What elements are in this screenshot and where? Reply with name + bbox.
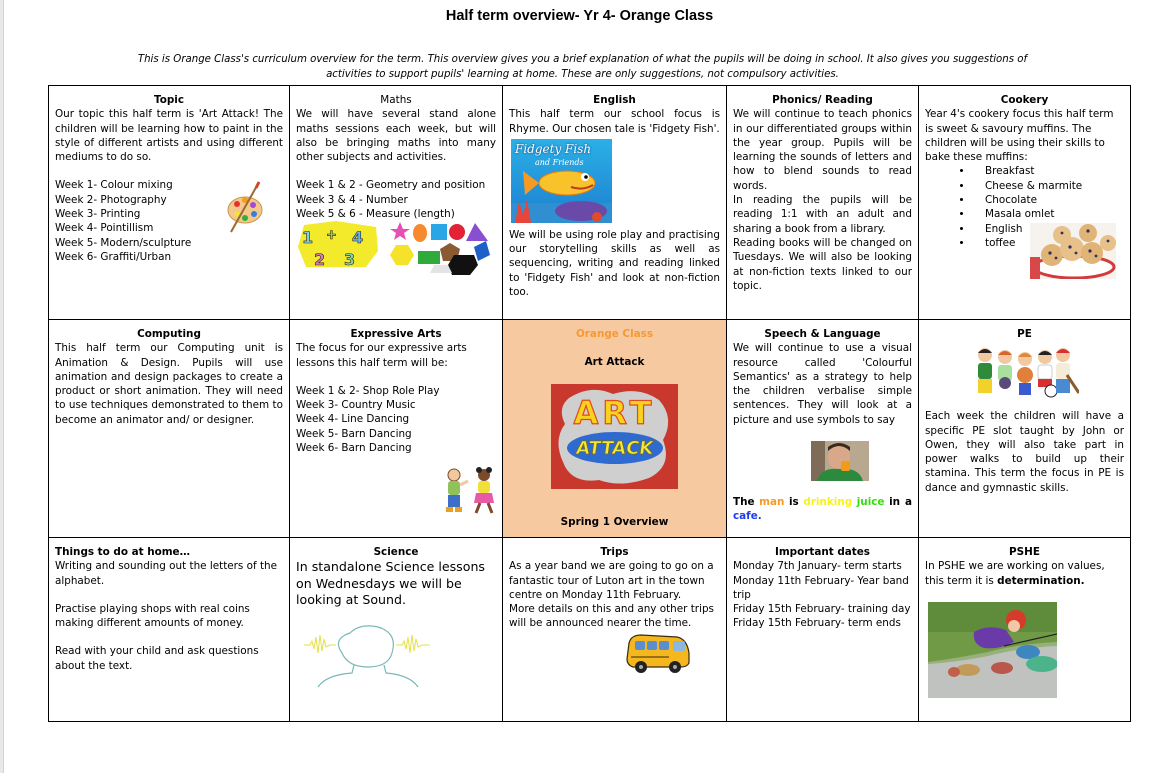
word-juice: juice bbox=[856, 496, 885, 509]
word-man: man bbox=[759, 496, 785, 509]
arts-week: Week 3- Country Music bbox=[296, 399, 416, 412]
muffins-photo bbox=[1030, 223, 1116, 279]
muffin-item: • Cheese & marmite bbox=[973, 179, 1124, 193]
expressive-arts-heading: Expressive Arts bbox=[350, 328, 442, 340]
paint-palette-icon bbox=[223, 180, 269, 234]
cookery-heading: Cookery bbox=[1000, 94, 1049, 106]
expressive-arts-body: The focus for our expressive arts lessons this half term will be: bbox=[296, 342, 467, 369]
date-item: Friday 15th February- training day bbox=[733, 603, 911, 616]
overview-footer: Spring 1 Overview bbox=[560, 515, 669, 528]
topic-heading: Topic bbox=[153, 94, 184, 106]
man-drinking-photo bbox=[811, 441, 869, 481]
number-glyph: 3 bbox=[344, 250, 356, 270]
muffin-item: • Breakfast bbox=[973, 164, 1124, 178]
muffin-item: • Masala omlet bbox=[973, 207, 1124, 221]
cell-english bbox=[503, 86, 727, 320]
pshe-body-prefix: In PSHE we are working on values, this term it is bbox=[925, 560, 1105, 587]
cell-topic bbox=[49, 86, 290, 320]
sentence-period: . bbox=[757, 510, 762, 523]
cell-trips bbox=[503, 538, 727, 722]
computing-body: This half term our Computing unit is Animation & Design. Pupils will use animation and design packages to create a product or short animation. They will need to use techniques demonstrated to them to become an animator and/ or designer. bbox=[55, 342, 283, 426]
phonics-body-3: Reading books will be changed on Tuesdays. We will also be looking at non-fiction texts linked to our topic. bbox=[733, 236, 912, 292]
cell-phonics-reading bbox=[727, 86, 919, 320]
arts-week: Week 5- Barn Dancing bbox=[296, 427, 412, 440]
numbers-clipart bbox=[296, 221, 380, 269]
topic-week: Week 4- Pointillism bbox=[55, 222, 154, 235]
shapes-clipart bbox=[388, 221, 492, 275]
cell-pshe bbox=[919, 538, 1131, 722]
topic-week: Week 1- Colour mixing bbox=[55, 179, 173, 192]
pe-heading: PE bbox=[1017, 328, 1032, 340]
trips-body-1: As a year band we are going to go on a fantastic tour of Luton art in the town centre on Monday 11th February. bbox=[509, 560, 714, 601]
head-sound-waves-illustration bbox=[302, 615, 432, 689]
overview-grid bbox=[48, 85, 1131, 722]
home-item: Read with your child and ask questions about the text. bbox=[55, 645, 259, 672]
cell-class-overview bbox=[503, 320, 727, 538]
intro-line-1: This is Orange Class's curriculum overview for the term. This overview gives you a brief explanation of what the pupils will be doing in school. It also gives you suggestions of bbox=[137, 54, 1028, 65]
class-topic: Art Attack bbox=[584, 356, 645, 369]
intro-text bbox=[100, 52, 1065, 82]
maths-heading: Maths bbox=[380, 94, 412, 106]
intro-line-2: activities to support pupils' learning at home. These are only suggestions, not compulsory activities. bbox=[326, 69, 839, 80]
cell-cookery bbox=[919, 86, 1131, 320]
science-body: In standalone Science lessons on Wednesdays we will be looking at Sound. bbox=[296, 559, 485, 608]
cookery-body: Year 4's cookery focus this half term is sweet & savoury muffins. The children will be using their skills to bake these muffins: bbox=[925, 108, 1114, 164]
cell-science bbox=[290, 538, 503, 722]
logo-line-2: ATTACK bbox=[574, 437, 655, 459]
computing-heading: Computing bbox=[137, 328, 201, 340]
word-drinking: drinking bbox=[803, 496, 853, 509]
speech-body: We will continue to use a visual resource called 'Colourful Semantics' as a strategy to help the children verbalise simple sentences. They will look at a picture and use symbols to say bbox=[733, 342, 912, 426]
cell-important-dates bbox=[727, 538, 919, 722]
art-attack-logo bbox=[551, 384, 678, 489]
muffin-item: • Chocolate bbox=[973, 193, 1124, 207]
pshe-value: determination bbox=[997, 574, 1081, 587]
arts-week: Week 1 & 2- Shop Role Play bbox=[296, 384, 440, 397]
maths-week: Week 1 & 2 - Geometry and position bbox=[296, 179, 486, 192]
dancing-children-clipart bbox=[442, 467, 498, 519]
document-title: Half term overview- Yr 4- Orange Class bbox=[445, 8, 714, 24]
word-is: is bbox=[788, 496, 799, 509]
date-item: Monday 7th January- term starts bbox=[733, 560, 902, 573]
date-item: Monday 11th February- Year band trip bbox=[733, 574, 909, 601]
school-bus-clipart bbox=[625, 633, 691, 675]
speech-heading: Speech & Language bbox=[764, 328, 881, 340]
maths-week: Week 5 & 6 - Measure (length) bbox=[296, 208, 455, 221]
phonics-body-1: We will continue to teach phonics in our differentiated groups within the year group. Pupils will be learning the sounds of letters and how to blend sounds to read words. bbox=[733, 108, 912, 192]
class-name: Orange Class bbox=[575, 328, 654, 340]
pe-body: Each week the children will have a specific PE slot taught by John or Owen, they will also take part in power walks to build up their stamina. This term the focus in PE is dance and gymnastic skills. bbox=[925, 410, 1124, 494]
number-glyph: 2 bbox=[314, 250, 326, 270]
science-heading: Science bbox=[373, 546, 419, 558]
arts-week: Week 6- Barn Dancing bbox=[296, 442, 412, 455]
word-the: The bbox=[733, 496, 755, 509]
home-item: Practise playing shops with real coins making different amounts of money. bbox=[55, 602, 250, 630]
phonics-body-2: In reading the pupils will be reading 1:1 with an adult and sharing a book from a library. bbox=[733, 194, 912, 235]
cell-things-at-home bbox=[49, 538, 290, 722]
english-body-1: This half term our school focus is Rhyme. Our chosen tale is 'Fidgety Fish'. bbox=[509, 108, 720, 135]
phonics-heading: Phonics/ Reading bbox=[772, 94, 873, 106]
arts-week: Week 4- Line Dancing bbox=[296, 413, 410, 426]
number-glyph: 1 bbox=[302, 228, 314, 248]
muffin-item: • toffee bbox=[973, 236, 1124, 250]
book-subtitle: and Friends bbox=[535, 157, 584, 167]
fish-illustration bbox=[511, 165, 612, 223]
muffin-item: • English bbox=[973, 222, 1124, 236]
topic-body: Our topic this half term is 'Art Attack! The children will be learning how to paint in the style of different artists and using different mediums to do so. bbox=[55, 108, 283, 164]
cell-maths bbox=[290, 86, 503, 320]
trips-heading: Trips bbox=[600, 546, 629, 558]
english-body-2: We will be using role play and practising our storytelling skills as well as sequencing, writing and reading linked to 'Fidgety Fish' and look at non-fiction too. bbox=[509, 228, 720, 299]
cell-pe bbox=[919, 320, 1131, 538]
cell-expressive-arts bbox=[290, 320, 503, 538]
maths-week: Week 3 & 4 - Number bbox=[296, 193, 408, 206]
topic-weeks bbox=[55, 178, 283, 264]
maths-body: We will have several stand alone maths sessions each week, but will also be bringing maths into many other subjects and activities. bbox=[296, 108, 496, 164]
dates-heading: Important dates bbox=[774, 546, 870, 558]
topic-week: Week 3- Printing bbox=[55, 208, 141, 221]
colourful-semantics-sentence bbox=[733, 495, 912, 524]
fidgety-fish-book-cover bbox=[511, 139, 612, 223]
cell-computing bbox=[49, 320, 290, 538]
topic-week: Week 2- Photography bbox=[55, 193, 167, 206]
word-in-a: in a bbox=[889, 496, 912, 509]
sports-children-clipart bbox=[971, 345, 1079, 401]
home-item: Writing and sounding out the letters of the alphabet. bbox=[55, 560, 278, 587]
home-heading: Things to do at home… bbox=[55, 546, 190, 558]
climbing-wall-photo bbox=[928, 602, 1057, 698]
number-glyph: + bbox=[326, 228, 337, 244]
logo-line-1: ART bbox=[573, 393, 656, 432]
english-heading: English bbox=[593, 94, 636, 106]
book-title: Fidgety Fish bbox=[515, 141, 592, 156]
pshe-period: . bbox=[1080, 574, 1085, 587]
date-item: Friday 15th February- term ends bbox=[733, 617, 901, 630]
topic-week: Week 5- Modern/sculpture bbox=[55, 236, 192, 249]
page-edge bbox=[0, 0, 4, 773]
pshe-body bbox=[925, 559, 1124, 588]
cell-speech-language bbox=[727, 320, 919, 538]
word-cafe: cafe bbox=[733, 510, 758, 523]
trips-body-2: More details on this and any other trips will be announced nearer the time. bbox=[509, 603, 714, 630]
number-glyph: 4 bbox=[352, 228, 364, 248]
pshe-heading: PSHE bbox=[1009, 546, 1040, 558]
topic-week: Week 6- Graffiti/Urban bbox=[55, 250, 172, 263]
